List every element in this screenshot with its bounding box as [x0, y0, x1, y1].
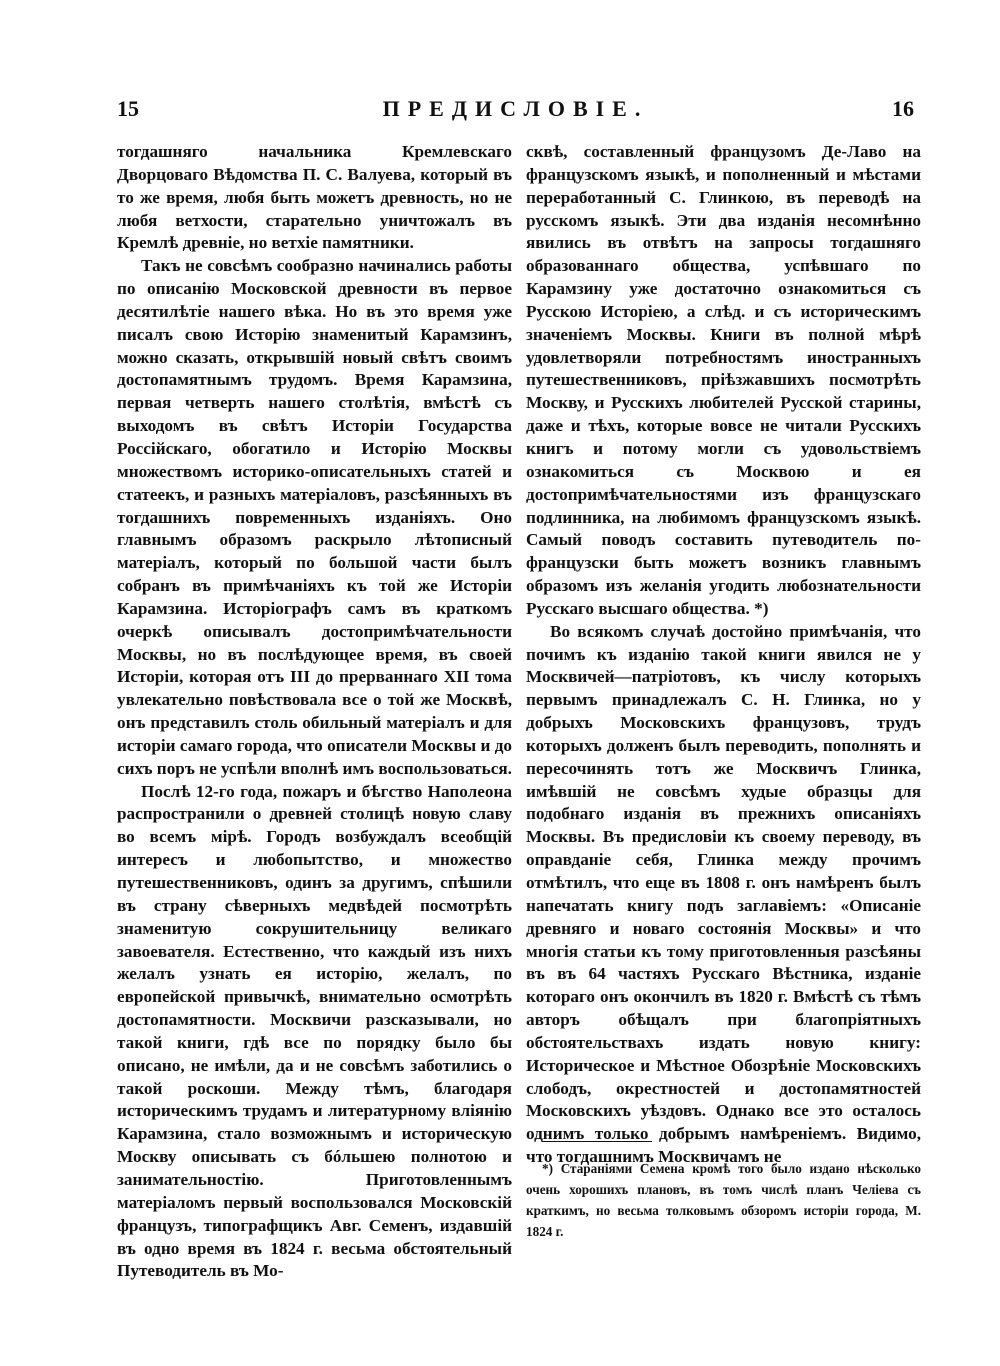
paragraph: Такъ не совсѣмъ сообразно начинались работы по описанію Московской древности въ первое десятилѣтіе нашего вѣка. Но въ это время уже писалъ свою Исторію знаменитый Карамзинъ, можно сказать, открывшій новый свѣтъ своимъ достопамятнымъ трудомъ. Время Карамзина, первая четверть нашего столѣтія, вмѣстѣ съ выходомъ въ свѣтъ Исторіи Государства Россійскаго, обогатило и Исторію Москвы множествомъ историко-описательныхъ статей и статеекъ, и разныхъ матеріаловъ, разсѣянныхъ въ тогдашнихъ повременныхъ изданіяхъ. Оно главнымъ образомъ раскрыло лѣтописный матеріалъ, который по большой части былъ собранъ въ примѣчаніяхъ къ той же Исторіи Карамзина. Исторіографъ самъ въ краткомъ очеркѣ описывалъ достопримѣчательности Москвы, но въ послѣдующее время, въ своей Исторіи, которая отъ III до прерваннаго XII тома увлекательно повѣствовала все о той же Москвѣ, онъ представилъ столь обильный матеріалъ и для исторіи самаго города, что описатели Москвы и до сихъ поръ не успѣли вполнѣ имъ воспользоваться. [117, 256, 512, 778]
right-column [526, 141, 921, 1169]
page-number-right: 16 [892, 96, 914, 121]
footnote [526, 1158, 921, 1242]
paragraph: Послѣ 12-го года, пожаръ и бѣгство Наполеона распространили о древней столицѣ новую славу во всемъ мірѣ. Городъ возбуждалъ всеобщій интересъ и любопытство, и множество путешественниковъ, одинъ за другимъ, спѣшили въ страну сѣверныхъ медвѣдей посмотрѣть знаменитую сокрушительницу великаго завоевателя. Естественно, что каждый изъ нихъ желалъ узнать ея исторію, желалъ, по европейской привычкѣ, внимательно осмотрѣть достопамятности. Москвичи разсказывали, но такой книги, гдѣ все по порядку было бы описано, не имѣли, да и не совсѣмъ заботились о такой роскоши. Между тѣмъ, благодаря историческимъ трудамъ и литературному вліянію Карамзина, стало возможнымъ и историческую Москву описывать съ бóльшею полнотою и занимательностію. Приготовленнымъ матеріаломъ первый воспользовался Московскій французъ, типографщикъ Авг. Семенъ, издавшій въ одно время въ 1824 г. весьма обстоятельный Путеводитель въ Мо- [117, 781, 512, 1281]
page-number-left: 15 [117, 96, 139, 121]
paragraph: тогдашняго начальника Кремлевскаго Дворцоваго Вѣдомства П. С. Валуева, который въ то же время, любя быть можетъ древность, но не любя ветхости, старательно уничтожалъ въ Кремлѣ древніе, но ветхіе памятники. [117, 142, 512, 253]
left-column [117, 141, 512, 1283]
footnote-divider [542, 1141, 652, 1142]
paragraph: Во всякомъ случаѣ достойно примѣчанія, что почимъ къ изданію такой книги явился не у Москвичей—патріотовъ, къ числу которыхъ первымъ принадлежалъ С. Н. Глинка, но у добрыхъ Московскихъ французовъ, трудъ которыхъ долженъ былъ переводить, пополнять и пересочинять тотъ же Москвичъ Глинка, имѣвшій не совсѣмъ худые образцы для подобнаго изданія въ прежнихъ описаніяхъ Москвы. Въ предисловіи къ своему переводу, въ оправданіе себя, Глинка между прочимъ отмѣтилъ, что еще въ 1808 г. онъ намѣренъ былъ напечатать книгу подъ заглавіемъ: «Описаніе древняго и новаго состоянія Москвы» и что многія статьи къ тому приготовленныя разсѣяны въ въ 64 частяхъ Русскаго Вѣстника, изданіе котораго онъ окончилъ въ 1820 г. Вмѣстѣ съ тѣмъ авторъ обѣщалъ при благопріятныхъ обстоятельствахъ издать новую книгу: Историческое и Мѣстное Обозрѣніе Московскихъ слободъ, окрестностей и достопамятностей Московскихъ уѣздовъ. Однако все это осталось однимъ только добрымъ намѣреніемъ. Видимо, что тогдашнимъ Москвичамъ не [526, 621, 921, 1167]
footnote-text: *) Стараніями Семена кромѣ того было издано нѣсколько очень хорошихъ плановъ, въ томъ числѣ планъ Челіева съ краткимъ, но весьма толковымъ обзоромъ исторіи города, М. 1824 г. [526, 1161, 921, 1239]
running-title: ПРЕДИСЛОВІЕ. [382, 96, 649, 121]
paragraph: сквѣ, составленный французомъ Де-Лаво на французскомъ языкѣ, и пополненный и мѣстами переработанный С. Глинкою, въ переводѣ на русскомъ языкѣ. Эти два изданія несомнѣнно явились въ отвѣтъ на запросы тогдашняго образованнаго общества, успѣвшаго по Карамзину уже достаточно ознакомиться съ Русскою Исторіею, а слѣд. и съ историческимъ значеніемъ Москвы. Книги въ полной мѣрѣ удовлетворяли потребностямъ иностранныхъ путешественниковъ, пріѣзжавшихъ посмотрѣть Москву, и Русскихъ любителей Русской старины, даже и тѣхъ, которые вовсе не читали Русскихъ книгъ и потому могли съ удовольствіемъ ознакомиться съ Москвою и ея достопримѣчательностями изъ французскаго подлинника, на любимомъ французскомъ языкѣ. Самый поводъ составить путеводитель по-французски быть можетъ возникъ главнымъ образомъ изъ желанія угодить любознательности Русскаго высшаго общества. *) [526, 142, 921, 618]
running-header [117, 96, 914, 132]
